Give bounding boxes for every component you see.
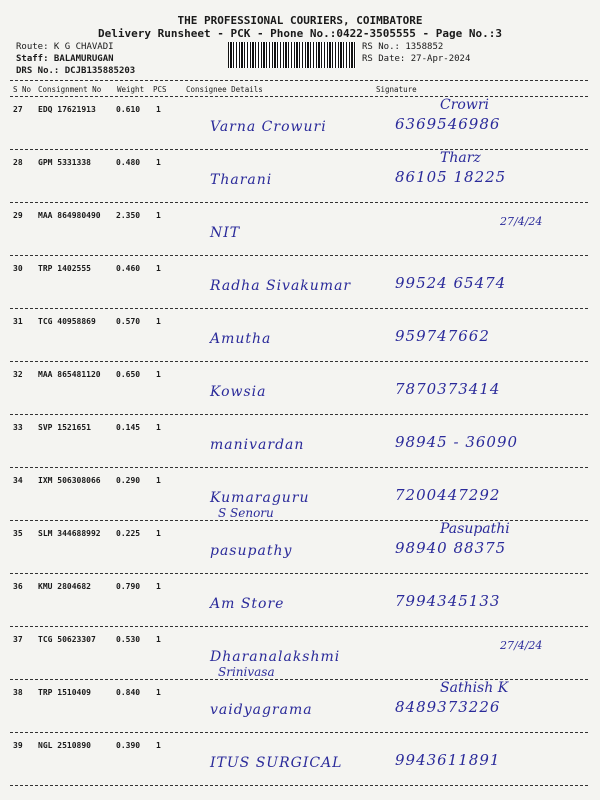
row-sno: 28 xyxy=(13,158,23,167)
receiver-phone: 7994345133 xyxy=(395,592,501,610)
consignment-number: NGL 2510890 xyxy=(38,741,91,750)
rs-date: RS Date: 27-Apr-2024 xyxy=(362,54,471,64)
row-pcs: 1 xyxy=(156,741,161,750)
barcode xyxy=(228,42,356,68)
document-subtitle: Delivery Runsheet - PCK - Phone No.:0422-3505555 - Page No.:3 xyxy=(98,27,502,40)
row-sno: 36 xyxy=(13,582,23,591)
row-sno: 35 xyxy=(13,529,23,538)
row-divider xyxy=(10,308,588,309)
row-weight: 0.290 xyxy=(116,476,141,485)
row-pcs: 1 xyxy=(156,423,161,432)
consignment-number: MAA 865481120 xyxy=(38,370,101,379)
consignee-name: Kowsia xyxy=(210,384,267,400)
table-row xyxy=(0,152,600,204)
table-row xyxy=(0,258,600,310)
consignment-number: IXM 506308066 xyxy=(38,476,101,485)
receiver-phone: 8489373226 xyxy=(395,698,501,716)
signature: Pasupathi xyxy=(440,521,510,537)
receiver-phone: 9943611891 xyxy=(395,751,501,769)
route-label: Route: K G CHAVADI xyxy=(16,42,114,52)
consignee-name: vaidyagrama xyxy=(210,702,313,718)
consignment-number: SVP 1521651 xyxy=(38,423,91,432)
table-row xyxy=(0,205,600,257)
row-weight: 0.460 xyxy=(116,264,141,273)
receiver-phone: 98940 88375 xyxy=(395,539,507,557)
row-sno: 29 xyxy=(13,211,23,220)
col-sno: S No xyxy=(13,85,32,94)
row-weight: 0.650 xyxy=(116,370,141,379)
row-sno: 27 xyxy=(13,105,23,114)
table-row xyxy=(0,576,600,628)
row-divider xyxy=(10,149,588,150)
row-weight: 0.790 xyxy=(116,582,141,591)
row-pcs: 1 xyxy=(156,264,161,273)
row-pcs: 1 xyxy=(156,317,161,326)
delivery-date: 27/4/24 xyxy=(500,215,543,228)
signature: Crowri xyxy=(440,97,489,113)
consignee-name: NIT xyxy=(210,225,241,241)
row-pcs: 1 xyxy=(156,582,161,591)
row-pcs: 1 xyxy=(156,476,161,485)
table-row xyxy=(0,629,600,681)
consignee-name: Am Store xyxy=(210,596,285,612)
table-row xyxy=(0,417,600,469)
receiver-phone: 86105 18225 xyxy=(395,168,507,186)
row-weight: 0.840 xyxy=(116,688,141,697)
row-divider xyxy=(10,467,588,468)
row-sno: 33 xyxy=(13,423,23,432)
row-divider xyxy=(10,255,588,256)
delivery-date: 27/4/24 xyxy=(500,639,543,652)
receiver-phone: 7200447292 xyxy=(395,486,501,504)
document-title: THE PROFESSIONAL COURIERS, COIMBATORE xyxy=(177,14,423,27)
row-pcs: 1 xyxy=(156,211,161,220)
consignment-number: EDQ 17621913 xyxy=(38,105,96,114)
consignee-name: Varna Crowuri xyxy=(210,119,327,135)
row-sno: 30 xyxy=(13,264,23,273)
row-weight: 0.225 xyxy=(116,529,141,538)
table-row xyxy=(0,682,600,734)
row-pcs: 1 xyxy=(156,635,161,644)
col-consignee: Consignee Details xyxy=(186,85,263,94)
consignee-name: pasupathy xyxy=(210,543,293,559)
consignee-name: Amutha xyxy=(210,331,272,347)
row-weight: 0.530 xyxy=(116,635,141,644)
table-row xyxy=(0,311,600,363)
consignee-name: Radha Sivakumar xyxy=(210,278,352,294)
consignee-name: Dharanalakshmi xyxy=(210,649,341,665)
consignment-number: SLM 344688992 xyxy=(38,529,101,538)
row-weight: 0.570 xyxy=(116,317,141,326)
row-divider xyxy=(10,361,588,362)
staff-label: Staff: BALAMURUGAN xyxy=(16,54,114,64)
receiver-phone: 6369546986 xyxy=(395,115,501,133)
consignment-number: KMU 2804682 xyxy=(38,582,91,591)
consignment-number: TCG 50623307 xyxy=(38,635,96,644)
row-weight: 0.390 xyxy=(116,741,141,750)
consignee-name-line2: Srinivasa xyxy=(218,665,275,679)
row-weight: 2.350 xyxy=(116,211,141,220)
row-divider xyxy=(10,573,588,574)
consignment-number: MAA 864980490 xyxy=(38,211,101,220)
row-weight: 0.480 xyxy=(116,158,141,167)
table-row xyxy=(0,364,600,416)
drs-label: DRS No.: DCJB135885203 xyxy=(16,66,136,76)
row-sno: 38 xyxy=(13,688,23,697)
row-sno: 37 xyxy=(13,635,23,644)
row-divider xyxy=(10,785,588,786)
consignment-number: TRP 1402555 xyxy=(38,264,91,273)
consignee-name-line2: S Senoru xyxy=(218,506,274,520)
table-row xyxy=(0,470,600,522)
row-pcs: 1 xyxy=(156,105,161,114)
row-divider xyxy=(10,626,588,627)
row-sno: 34 xyxy=(13,476,23,485)
row-weight: 0.610 xyxy=(116,105,141,114)
consignee-name: ITUS SURGICAL xyxy=(210,755,343,771)
row-pcs: 1 xyxy=(156,529,161,538)
row-divider xyxy=(10,414,588,415)
row-sno: 32 xyxy=(13,370,23,379)
row-sno: 39 xyxy=(13,741,23,750)
receiver-phone: 99524 65474 xyxy=(395,274,507,292)
row-divider xyxy=(10,202,588,203)
row-divider xyxy=(10,732,588,733)
divider xyxy=(10,80,588,81)
rs-number: RS No.: 1358852 xyxy=(362,42,444,52)
signature: Tharz xyxy=(440,150,481,166)
signature: Sathish K xyxy=(440,680,509,696)
col-consignment: Consignment No xyxy=(38,85,102,94)
row-sno: 31 xyxy=(13,317,23,326)
consignee-name: Tharani xyxy=(210,172,273,188)
col-signature: Signature xyxy=(376,85,417,94)
row-weight: 0.145 xyxy=(116,423,141,432)
divider xyxy=(10,96,588,97)
table-row xyxy=(0,735,600,787)
col-pcs: PCS xyxy=(153,85,167,94)
row-pcs: 1 xyxy=(156,688,161,697)
table-row xyxy=(0,99,600,151)
row-pcs: 1 xyxy=(156,158,161,167)
table-row xyxy=(0,523,600,575)
col-weight: Weight xyxy=(117,85,145,94)
consignee-name: manivardan xyxy=(210,437,305,453)
consignment-number: TCG 40958869 xyxy=(38,317,96,326)
consignment-number: TRP 1510409 xyxy=(38,688,91,697)
receiver-phone: 98945 - 36090 xyxy=(395,433,519,451)
consignee-name: Kumaraguru xyxy=(210,490,310,506)
receiver-phone: 7870373414 xyxy=(395,380,501,398)
row-pcs: 1 xyxy=(156,370,161,379)
consignment-number: GPM 5331338 xyxy=(38,158,91,167)
receiver-phone: 959747662 xyxy=(395,327,490,345)
